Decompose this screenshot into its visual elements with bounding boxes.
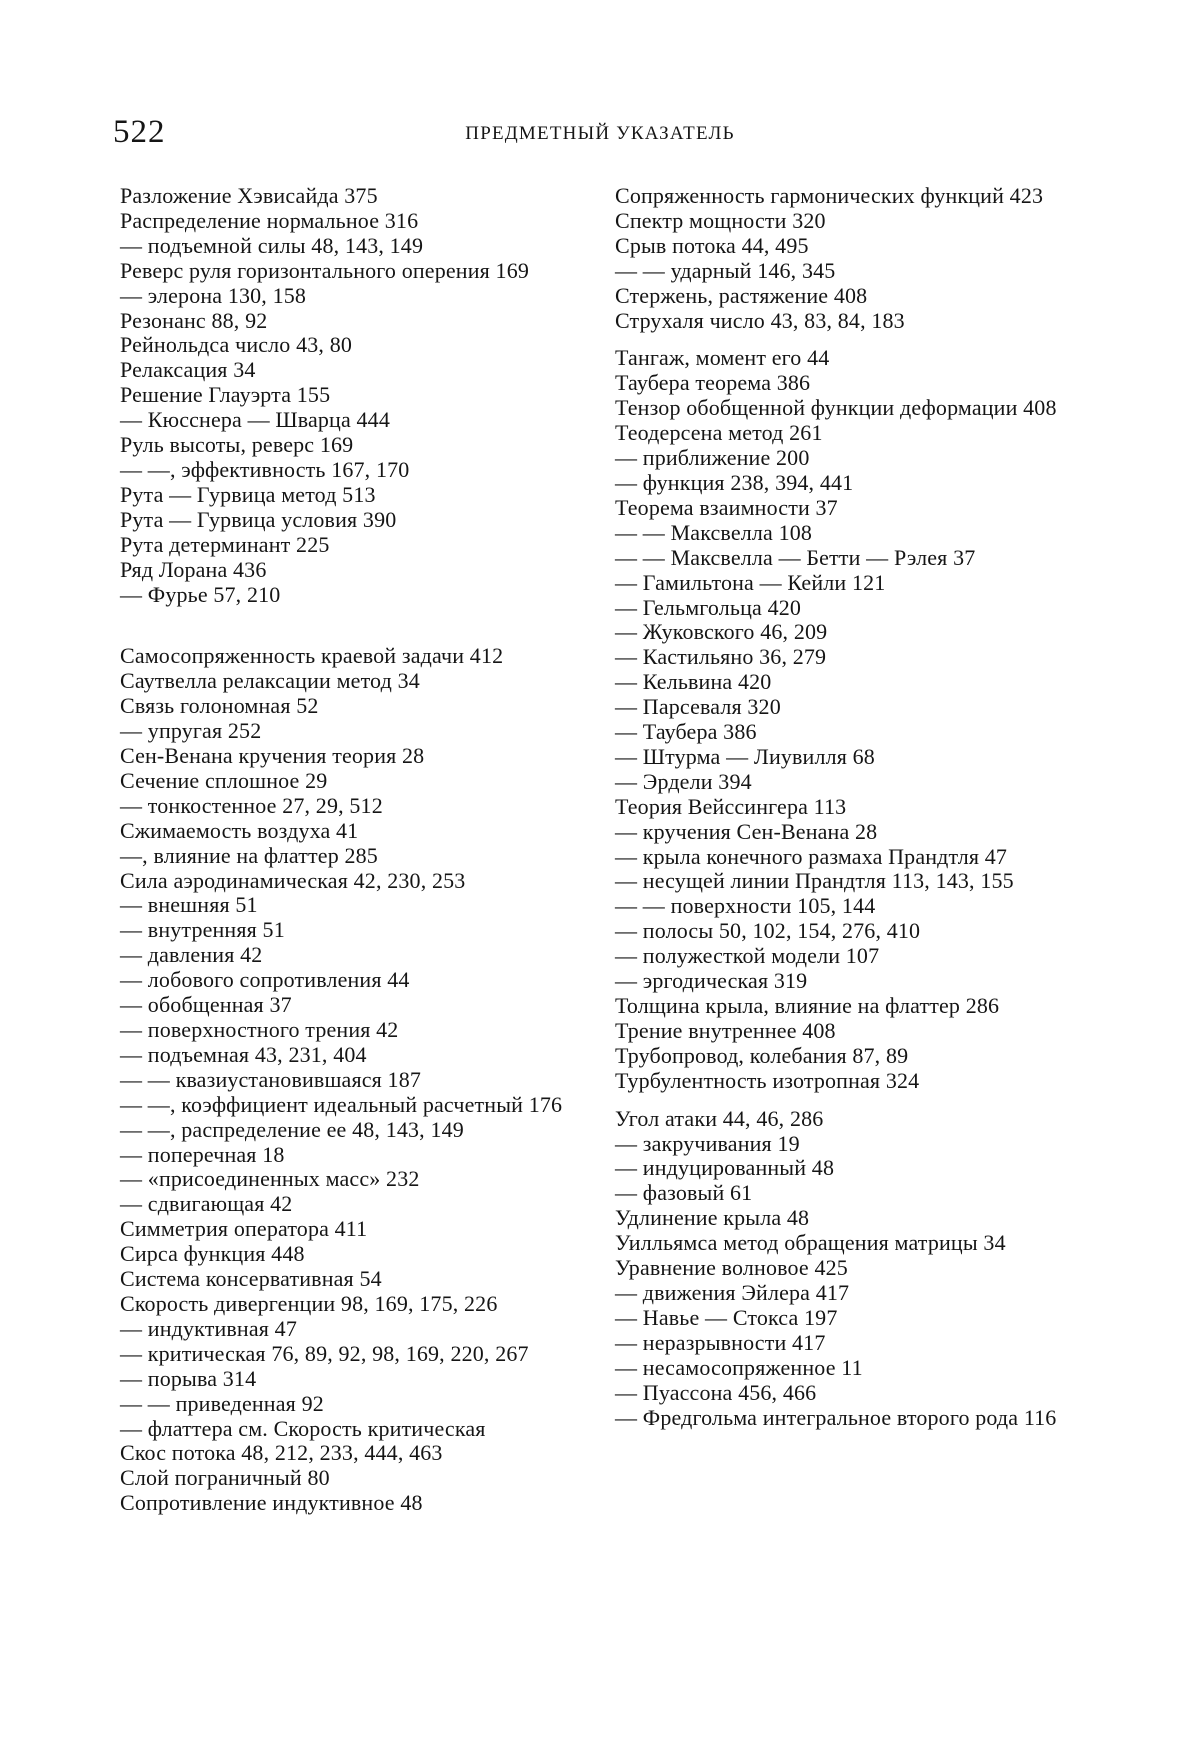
index-entry: — крыла конечного размаха Прандтля 47 [615, 843, 1008, 869]
index-entry: — — Максвелла 108 [615, 519, 813, 545]
index-column-left [120, 184, 582, 1516]
index-entry: Реверс руля горизонтального оперения 169 [120, 257, 529, 283]
index-entry: Разложение Хэвисайда 375 [120, 183, 378, 208]
index-entry: — —, эффективность 167, 170 [120, 456, 410, 482]
index-entry: Связь голономная 52 [120, 693, 319, 719]
index-entry: — элерона 130, 158 [120, 282, 307, 308]
index-entry: Теодерсена метод 261 [615, 420, 823, 446]
index-entry: Система консервативная 54 [120, 1266, 382, 1292]
index-entry: Теория Вейссингера 113 [615, 793, 847, 819]
index-entry: Теорема взаимности 37 [615, 494, 838, 520]
index-entry: — Кастильяно 36, 279 [615, 644, 827, 670]
index-entry: — поверхностного трения 42 [120, 1017, 399, 1042]
index-entry: — полужесткой модели 107 [615, 943, 880, 969]
index-column-right [615, 184, 1083, 1430]
index-entry: — Фурье 57, 210 [120, 581, 281, 607]
index-entry: — Пуассона 456, 466 [615, 1379, 817, 1405]
index-entry: — лобового сопротивления 44 [120, 967, 410, 993]
index-entry: Релаксация 34 [120, 357, 256, 383]
index-entry: — «присоединенных масс» 232 [120, 1166, 420, 1192]
index-entry: — эргодическая 319 [615, 968, 808, 994]
index-entry: Сирса функция 448 [120, 1241, 305, 1267]
index-entry: Струхаля число 43, 83, 84, 183 [615, 307, 905, 333]
index-entry: Угол атаки 44, 46, 286 [615, 1105, 824, 1131]
index-entry: — Жуковского 46, 209 [615, 619, 828, 645]
index-entry: Сжимаемость воздуха 41 [120, 817, 359, 843]
index-entry: — Фредгольма интегральное второго рода 116 [615, 1404, 1057, 1430]
index-entry: Самосопряженность краевой задачи 412 [120, 643, 504, 669]
index-entry: Спектр мощности 320 [615, 207, 826, 233]
index-entry: Симметрия оператора 411 [120, 1216, 368, 1242]
index-entry: — Парсеваля 320 [615, 694, 781, 720]
index-entry: — упругая 252 [120, 718, 262, 744]
index-entry: — давления 42 [120, 942, 263, 968]
index-entry: — поперечная 18 [120, 1141, 285, 1167]
index-entry: — — Максвелла — Бетти — Рэлея 37 [615, 544, 976, 570]
index-entry: Сен-Венана кручения теория 28 [120, 743, 425, 769]
index-entry: Таубера теорема 386 [615, 370, 811, 396]
index-entry: Удлинение крыла 48 [615, 1205, 810, 1231]
index-entry: — приближение 200 [615, 445, 810, 471]
index-entry: — Штурма — Лиувилля 68 [615, 743, 875, 769]
index-entry: — Эрдели 394 [615, 768, 752, 794]
index-entry: — индуктивная 47 [120, 1315, 297, 1341]
index-entry: Турбулентность изотропная 324 [615, 1067, 920, 1093]
index-entry: — обобщенная 37 [120, 992, 292, 1018]
index-entry: Рута — Гурвица условия 390 [120, 506, 397, 532]
index-entry: Скорость дивергенции 98, 169, 175, 226 [120, 1290, 498, 1316]
index-entry: — кручения Сен-Венана 28 [615, 818, 878, 844]
index-entry: — Кюсснера — Шварца 444 [120, 407, 390, 433]
index-entry: Сечение сплошное 29 [120, 767, 328, 793]
index-entry: — подъемной силы 48, 143, 149 [120, 232, 424, 258]
index-entry: Рута — Гурвица метод 513 [120, 481, 376, 507]
index-entry: Уилльямса метод обращения матрицы 34 [615, 1230, 1006, 1256]
index-entry: — — квазиустановившаяся 187 [120, 1066, 422, 1092]
index-entry: Скос потока 48, 212, 233, 444, 463 [120, 1440, 443, 1466]
index-entry: — закручивания 19 [615, 1130, 800, 1156]
index-entry: — критическая 76, 89, 92, 98, 169, 220, 267 [120, 1340, 529, 1366]
index-entry: — индуцированный 48 [615, 1155, 835, 1181]
index-entry: —, влияние на флаттер 285 [120, 842, 378, 868]
index-entry: — фазовый 61 [615, 1180, 753, 1206]
index-entry: Тангаж, момент его 44 [615, 345, 830, 371]
index-entry: Сопротивление индуктивное 48 [120, 1490, 423, 1516]
index-entry: Руль высоты, реверс 169 [120, 432, 354, 458]
index-entry: — — поверхности 105, 144 [615, 893, 876, 919]
index-entry: — сдвигающая 42 [120, 1191, 293, 1217]
index-entry: Слой пограничный 80 [120, 1465, 330, 1491]
index-entry: Распределение нормальное 316 [120, 207, 419, 233]
index-entry: Стержень, растяжение 408 [615, 282, 868, 308]
page-number: 522 [113, 114, 166, 150]
index-entry: — Гельмгольца 420 [615, 594, 802, 620]
index-entry: — несущей линии Прандтля 113, 143, 155 [615, 868, 1014, 894]
index-entry: Сила аэродинамическая 42, 230, 253 [120, 867, 466, 893]
index-entry: — Навье — Стокса 197 [615, 1304, 838, 1330]
index-entry: Саутвелла релаксации метод 34 [120, 668, 420, 694]
index-entry: — подъемная 43, 231, 404 [120, 1041, 367, 1067]
index-entry: — несамосопряженное 11 [615, 1354, 863, 1380]
index-entry: Сопряженность гармонических функций 423 [615, 183, 1044, 208]
index-entry: — функция 238, 394, 441 [615, 469, 854, 495]
index-entry: Уравнение волновое 425 [615, 1255, 848, 1281]
running-head: ПРЕДМЕТНЫЙ УКАЗАТЕЛЬ [465, 123, 735, 144]
index-entry: Трубопровод, колебания 87, 89 [615, 1042, 909, 1068]
index-entry: — внешняя 51 [120, 892, 258, 918]
index-entry: — —, коэффициент идеальный расчетный 176 [120, 1091, 563, 1117]
index-entry: — тонкостенное 27, 29, 512 [120, 792, 383, 818]
index-entry: — —, распределение ее 48, 143, 149 [120, 1116, 464, 1142]
index-entry: — неразрывности 417 [615, 1329, 826, 1355]
index-entry: Рута детерминант 225 [120, 531, 330, 557]
index-entry: Решение Глауэрта 155 [120, 382, 331, 408]
index-entry: — полосы 50, 102, 154, 276, 410 [615, 918, 921, 944]
index-entry: — порыва 314 [120, 1365, 257, 1391]
letter-group-gap [120, 607, 582, 644]
index-entry: Срыв потока 44, 495 [615, 232, 809, 258]
index-entry: — — ударный 146, 345 [615, 257, 836, 283]
index-entry: Трение внутреннее 408 [615, 1017, 836, 1043]
index-entry: — — приведенная 92 [120, 1390, 324, 1416]
index-entry: — внутренняя 51 [120, 917, 285, 943]
index-entry: Рейнольдса число 43, 80 [120, 332, 353, 358]
index-entry: — флаттера см. Скорость критическая [120, 1415, 486, 1441]
index-entry: — движения Эйлера 417 [615, 1279, 850, 1305]
index-entry: Толщина крыла, влияние на флаттер 286 [615, 993, 1000, 1018]
letter-group-gap [615, 1094, 1083, 1107]
index-entry: — Таубера 386 [615, 719, 757, 745]
index-entry: Резонанс 88, 92 [120, 307, 268, 333]
index-entry: Ряд Лорана 436 [120, 556, 267, 582]
index-entry: Тензор обобщенной функции деформации 408 [615, 395, 1057, 421]
index-entry: — Гамильтона — Кейли 121 [615, 569, 886, 595]
index-entry: — Кельвина 420 [615, 669, 772, 695]
